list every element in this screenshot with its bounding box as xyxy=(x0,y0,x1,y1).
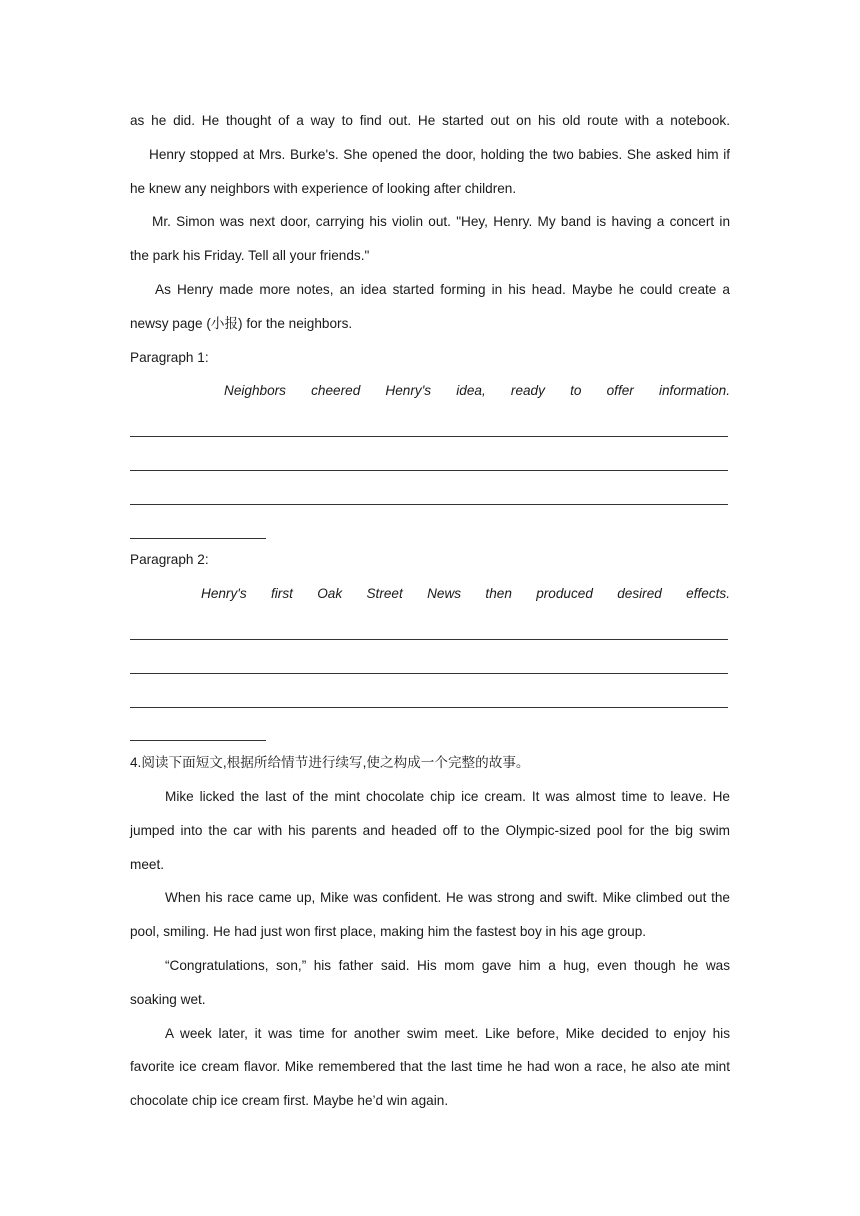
writing-line[interactable] xyxy=(130,679,730,713)
writing-line[interactable] xyxy=(130,476,730,510)
writing-line[interactable] xyxy=(130,442,730,476)
writing-line[interactable] xyxy=(130,408,730,442)
underline xyxy=(130,639,728,640)
story-line: “Congratulations, son,” his father said. His mom gave him a hug, even though he was xyxy=(165,957,730,973)
story-line: soaking wet. xyxy=(130,991,206,1007)
story-line: When his race came up, Mike was confident. He was strong and swift. Mike climbed out the xyxy=(165,890,730,906)
underline xyxy=(130,470,728,471)
paragraph-2-label: Paragraph 2: xyxy=(130,552,209,568)
story-line: Henry stopped at Mrs. Burke's. She opened the door, holding the two babies. She asked him if xyxy=(149,146,730,162)
underline xyxy=(130,707,728,708)
paragraph-2-prompt: Henry's first Oak Street News then produced desired effects. xyxy=(201,586,730,602)
story-line: pool, smiling. He had just won first place, making him the fastest boy in his age group. xyxy=(130,924,647,940)
underline xyxy=(130,538,266,539)
story-line: As Henry made more notes, an idea started forming in his head. Maybe he could create a xyxy=(155,281,730,297)
story-line: Mike licked the last of the mint chocolate chip ice cream. It was almost time to leave. He xyxy=(165,788,730,804)
underline xyxy=(130,436,728,437)
story-line: newsy page (小报) for the neighbors. xyxy=(130,315,353,331)
underline xyxy=(130,504,728,505)
writing-line[interactable] xyxy=(130,712,730,746)
question-4-heading: 4.阅读下面短文,根据所给情节进行续写,使之构成一个完整的故事。 xyxy=(130,755,530,771)
underline xyxy=(130,673,728,674)
story-line: the park his Friday. Tell all your friends." xyxy=(130,248,370,264)
underline xyxy=(130,740,266,741)
story-line: meet. xyxy=(130,856,164,872)
story-line: he knew any neighbors with experience of looking after children. xyxy=(130,180,517,196)
writing-line[interactable] xyxy=(130,510,730,544)
paragraph-1-prompt: Neighbors cheered Henry's idea, ready to offer information. xyxy=(224,383,730,399)
story-line: as he did. He thought of a way to find out. He started out on his old route with a notebook. xyxy=(130,113,730,128)
writing-line[interactable] xyxy=(130,645,730,679)
document-body xyxy=(130,104,730,1118)
paragraph-1-label: Paragraph 1: xyxy=(130,349,209,365)
story-line: favorite ice cream flavor. Mike remembered that the last time he had won a race, he also ate mint xyxy=(130,1059,730,1075)
writing-line[interactable] xyxy=(130,611,730,645)
story-line: A week later, it was time for another swim meet. Like before, Mike decided to enjoy his xyxy=(165,1025,730,1041)
story-line: chocolate chip ice cream first. Maybe he’d win again. xyxy=(130,1093,449,1109)
story-line: jumped into the car with his parents and headed off to the Olympic-sized pool for the big swim xyxy=(130,822,730,838)
story-line: Mr. Simon was next door, carrying his violin out. "Hey, Henry. My band is having a concert in xyxy=(152,214,730,230)
